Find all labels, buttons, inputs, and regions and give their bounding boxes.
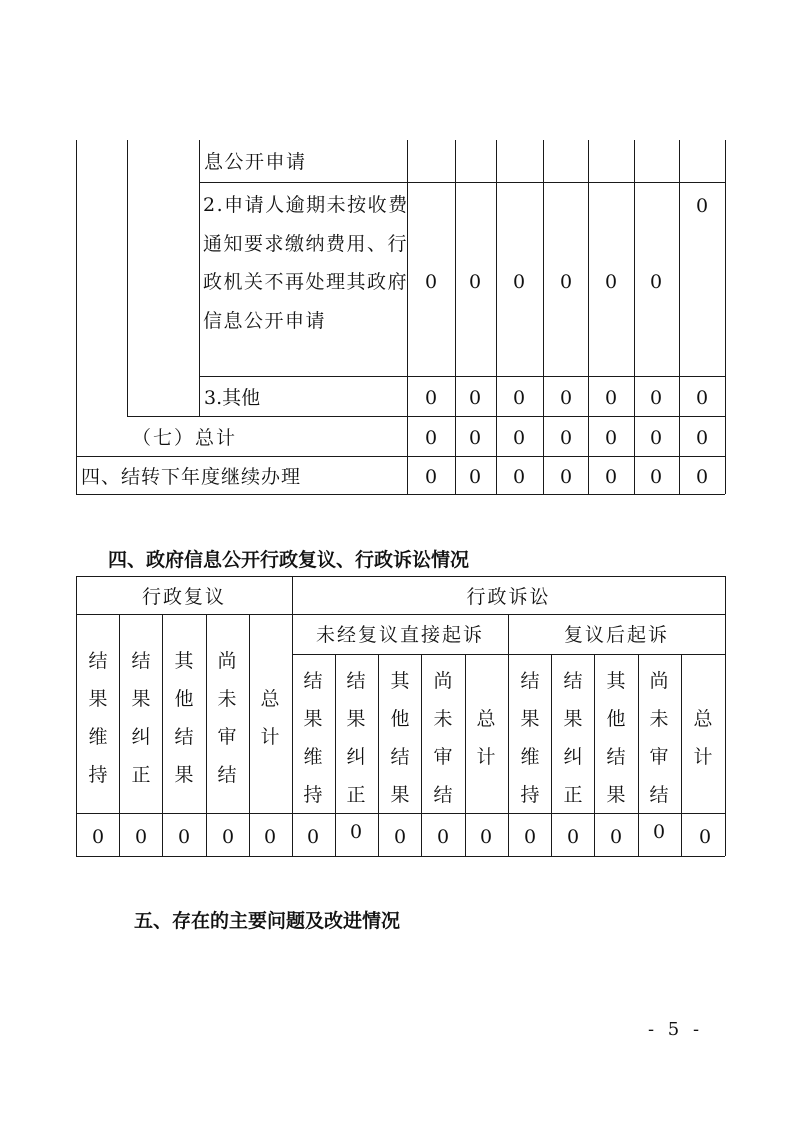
section4-heading: 四、政府信息公开行政复议、行政诉讼情况	[108, 549, 470, 571]
total-value: 0	[604, 427, 618, 449]
review-col-header: 总计	[260, 688, 280, 748]
table-cell-value: 0	[698, 826, 712, 848]
row-continued-label: 息公开申请	[204, 151, 307, 173]
table-cell-value: 0	[177, 826, 191, 848]
after-col-header: 其他结果	[606, 670, 626, 806]
litigation-header: 行政诉讼	[466, 586, 551, 608]
row2-value: 0	[649, 271, 663, 293]
after-col-header: 结果纠正	[563, 670, 583, 806]
carryover-label: 四、结转下年度继续办理	[81, 466, 302, 488]
total-label: （七）总计	[132, 427, 238, 449]
table-cell-value: 0	[652, 821, 666, 843]
after-col-header: 结果维持	[520, 670, 540, 806]
row2-label: 2.申请人逾期未按收费通知要求缴纳费用、行政机关不再处理其政府信息公开申请	[203, 194, 409, 332]
after-review-header: 复议后起诉	[563, 624, 669, 646]
row3-value: 0	[468, 387, 482, 409]
table-cell-value: 0	[306, 826, 320, 848]
carryover-value: 0	[649, 466, 663, 488]
after-col-header: 总计	[693, 708, 713, 768]
table-cell-value: 0	[523, 826, 537, 848]
table-cell-value: 0	[263, 826, 277, 848]
row3-value: 0	[424, 387, 438, 409]
page-number: - 5 -	[648, 1019, 704, 1040]
section5-heading: 五、存在的主要问题及改进情况	[134, 910, 401, 932]
review-col-header: 其他结果	[174, 650, 194, 786]
table-cell-value: 0	[91, 826, 105, 848]
total-value: 0	[468, 427, 482, 449]
carryover-value: 0	[468, 466, 482, 488]
row3-value: 0	[604, 387, 618, 409]
table-cell-value: 0	[479, 826, 493, 848]
row3-value: 0	[559, 387, 573, 409]
direct-col-header: 总计	[476, 708, 496, 768]
table-cell-value: 0	[566, 826, 580, 848]
review-col-header: 尚未审结	[217, 650, 237, 786]
row2-value: 0	[512, 271, 526, 293]
carryover-value: 0	[424, 466, 438, 488]
carryover-value: 0	[695, 466, 709, 488]
table-cell-value: 0	[221, 826, 235, 848]
row2-value: 0	[424, 271, 438, 293]
row2-value: 0	[468, 271, 482, 293]
row2-value: 0	[695, 195, 709, 217]
row3-value: 0	[512, 387, 526, 409]
review-col-header: 结果维持	[88, 650, 108, 786]
total-value: 0	[695, 427, 709, 449]
carryover-value: 0	[559, 466, 573, 488]
row3-value: 0	[649, 387, 663, 409]
row3-value: 0	[695, 387, 709, 409]
direct-suit-header: 未经复议直接起诉	[315, 624, 484, 646]
review-col-header: 结果纠正	[131, 650, 151, 786]
review-header: 行政复议	[141, 586, 226, 608]
table-cell-value: 0	[393, 826, 407, 848]
row2-value: 0	[604, 271, 618, 293]
total-value: 0	[559, 427, 573, 449]
carryover-value: 0	[512, 466, 526, 488]
total-value: 0	[512, 427, 526, 449]
table-cell-value: 0	[134, 826, 148, 848]
table-cell-value: 0	[349, 821, 363, 843]
after-col-header: 尚未审结	[649, 670, 669, 806]
table-cell-value: 0	[609, 826, 623, 848]
direct-col-header: 其他结果	[390, 670, 410, 806]
table-cell-value: 0	[436, 826, 450, 848]
direct-col-header: 结果维持	[303, 670, 323, 806]
total-value: 0	[424, 427, 438, 449]
row3-label: 3.其他	[204, 387, 261, 409]
direct-col-header: 结果纠正	[346, 670, 366, 806]
total-value: 0	[649, 427, 663, 449]
row2-value: 0	[559, 271, 573, 293]
direct-col-header: 尚未审结	[433, 670, 453, 806]
carryover-value: 0	[604, 466, 618, 488]
